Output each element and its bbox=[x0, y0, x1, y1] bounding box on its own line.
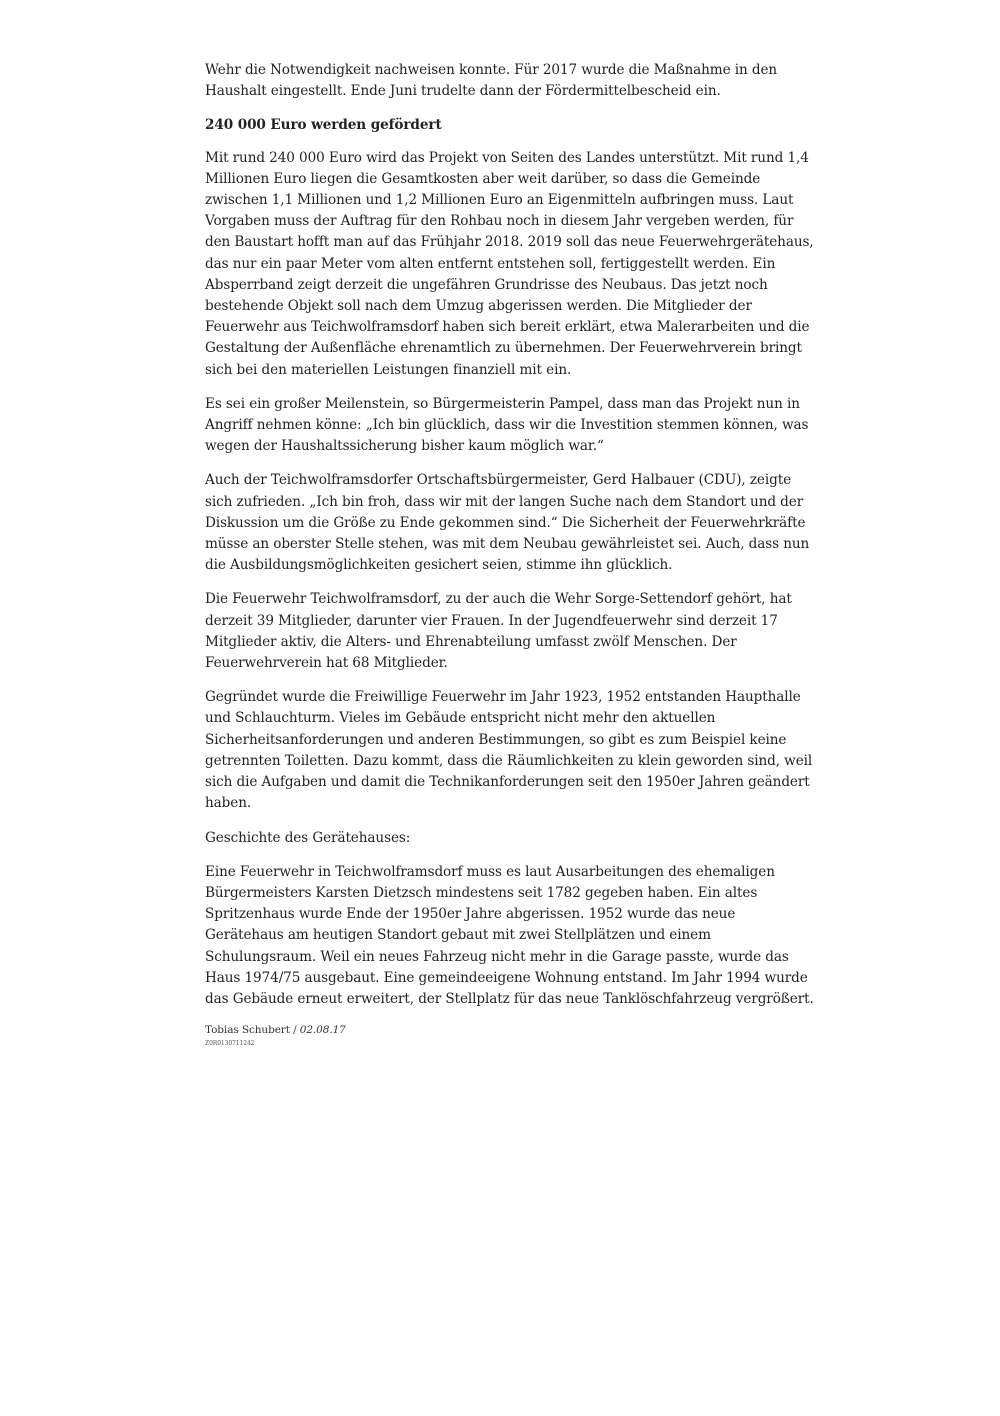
article-paragraph-history: Eine Feuerwehr in Teichwolframsdorf muss es laut Ausarbeitungen des ehemaligen Bürgermeisters Karsten Dietzsch mindestens seit 1782 gegeben haben. Ein altes Spritzenhaus wurde Ende der 1950er Jahre abgerissen. 1952 wurde das neue Gerätehaus am heutigen Standort gebaut mit zwei Stellplätzen und einem Schulungsraum. Weil ein neues Fahrzeug nicht mehr in die Garage passte, wurde das Haus 1974/75 ausgebaut. Eine gemeindeeigene Wohnung entstand. Im Jahr 1994 wurde das Gebäude erneut erweitert, der Stellplatz für das neue Tanklöschfahrzeug vergrößert. bbox=[205, 863, 814, 1007]
article-paragraph-2: Es sei ein großer Meilenstein, so Bürgermeisterin Pampel, dass man das Projekt nun in Angriff nehmen könne: „Ich bin glücklich, dass wir die Investition stemmen können, was wegen der Haushaltssicherung bisher kaum möglich war.“ bbox=[205, 395, 809, 455]
article-id: Z0R0130711242 bbox=[205, 1040, 255, 1048]
article-byline bbox=[205, 1023, 815, 1037]
article-subheading: 240 000 Euro werden gefördert bbox=[205, 117, 442, 134]
publish-date: 02.08.17 bbox=[299, 1024, 346, 1037]
article-intro: Wehr die Notwendigkeit nachweisen konnte. Für 2017 wurde die Maßnahme in den Haushalt eingestellt. Ende Juni trudelte dann der Fördermittelbescheid ein. bbox=[205, 62, 778, 100]
article-paragraph-3: Auch der Teichwolframsdorfer Ortschaftsbürgermeister, Gerd Halbauer (CDU), zeigte sich zufrieden. „Ich bin froh, dass wir mit der langen Suche nach dem Standort und der Diskussion um die Größe zu Ende gekommen sind.“ Die Sicherheit der Feuerwehrkräfte müsse an oberster Stelle stehen, was mit dem Neubau gewährleistet sei. Auch, dass nun die Ausbildungsmöglichkeiten gesichert seien, stimme ihn glücklich. bbox=[205, 472, 810, 574]
history-heading: Geschichte des Gerätehauses: bbox=[205, 829, 411, 846]
author-name: Tobias Schubert bbox=[205, 1024, 290, 1037]
article-paragraph-4: Die Feuerwehr Teichwolframsdorf, zu der auch die Wehr Sorge-Settendorf gehört, hat derzeit 39 Mitglieder, darunter vier Frauen. In der Jugendfeuerwehr sind derzeit 17 Mitglieder aktiv, die Alters- und Ehrenabteilung umfasst zwölf Menschen. Der Feuerwehrverein hat 68 Mitglieder. bbox=[205, 591, 792, 672]
article-paragraph-5: Gegründet wurde die Freiwillige Feuerwehr im Jahr 1923, 1952 entstanden Haupthalle und Schlauchturm. Vieles im Gebäude entspricht nicht mehr den aktuellen Sicherheitsanforderungen und anderen Bestimmungen, so gibt es zum Beispiel keine getrennten Toiletten. Dazu kommt, dass die Räumlichkeiten zu klein geworden sind, weil sich die Aufgaben und damit die Technikanforderungen seit den 1950er Jahren geändert haben. bbox=[205, 689, 813, 812]
article-paragraph-1: Mit rund 240 000 Euro wird das Projekt von Seiten des Landes unterstützt. Mit rund 1,4 Millionen Euro liegen die Gesamtkosten aber weit darüber, so dass die Gemeinde zwischen 1,1 Millionen und 1,2 Millionen Euro an Eigenmitteln aufbringen muss. Laut Vorgaben muss der Auftrag für den Rohbau noch in diesem Jahr vergeben werden, für den Baustart hofft man auf das Frühjahr 2018. 2019 soll das neue Feuerwehrgerätehaus, das nur ein paar Meter vom alten entfernt entstehen soll, fertiggestellt werden. Ein Absperrband zeigt derzeit die ungefähren Grundrisse des Neubaus. Das jetzt noch bestehende Objekt soll nach dem Umzug abgerissen werden. Die Mitglieder der Feuerwehr aus Teichwolframsdorf haben sich bereit erklärt, etwa Malerarbeiten und die Gestaltung der Außenfläche ehrenamtlich zu übernehmen. Der Feuerwehrverein bringt sich bei den materiellen Leistungen finanziell mit ein. bbox=[205, 149, 814, 378]
article-page bbox=[205, 60, 815, 1049]
byline-separator: / bbox=[289, 1024, 300, 1037]
